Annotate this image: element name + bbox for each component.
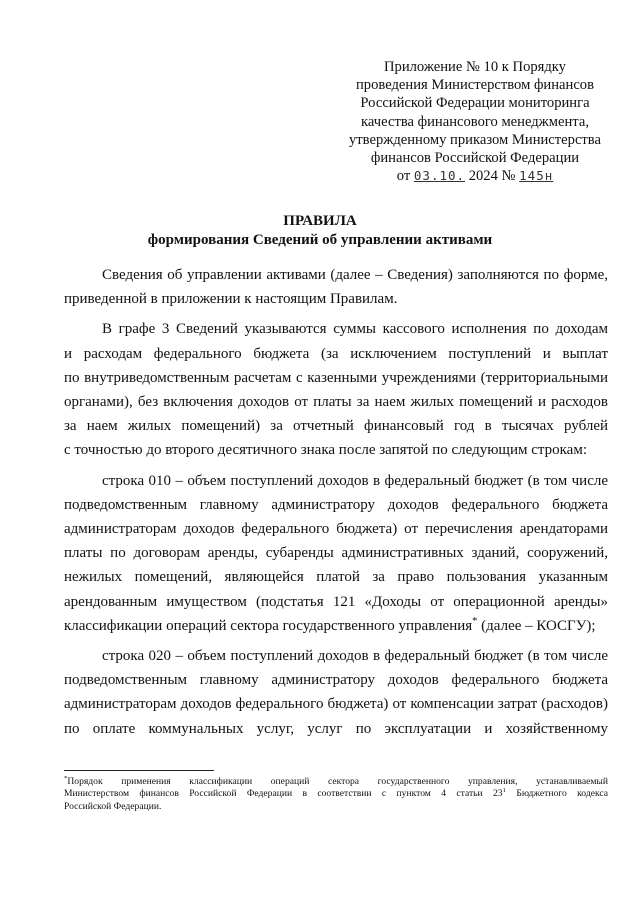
appendix-line: качества финансового менеджмента, xyxy=(361,113,589,130)
appendix-line: финансов Российской Федерации xyxy=(370,150,580,167)
text-line: арендованным имуществом (подстатья 121 «Доходы от операционной аренды» xyxy=(64,593,608,610)
footnote-marker: * xyxy=(64,774,68,782)
footnote-line xyxy=(64,776,608,788)
appendix-line: утвержденному приказом Министерства xyxy=(349,131,601,148)
text-line: по внутриведомственным расчетам с казенными учреждениями (территориальными xyxy=(64,369,608,386)
footnote-divider xyxy=(64,770,214,771)
text-line: нежилых помещений, являющейся платой за право пользования указанным xyxy=(64,569,608,586)
number-sign: № xyxy=(501,168,516,185)
footnote-text: Министерством финансов Российской Федерации в соответствии с пунктом 4 статьи 23 xyxy=(64,788,503,800)
order-date-line xyxy=(325,167,625,185)
text-line: В графе 3 Сведений указываются суммы кассового исполнения по доходам xyxy=(102,321,608,338)
order-year: 2024 xyxy=(468,168,498,185)
text-fragment: классификации операций сектора государственного управления xyxy=(64,617,473,634)
text-line: за наем жилых помещений) за отчетный финансовый год в тысячах рублей xyxy=(64,418,608,435)
appendix-line: Российской Федерации мониторинга xyxy=(360,95,590,112)
text-line: строка 010 – объем поступлений доходов в федеральный бюджет (в том числе xyxy=(102,472,608,489)
footnote-text: Порядок применения классификации операций сектора государственного управления, устанавливаемый xyxy=(67,776,608,787)
text-fragment: (далее – КОСГУ); xyxy=(481,617,596,634)
text-line xyxy=(64,614,608,638)
paragraph-4 xyxy=(64,644,608,741)
text-line: с точностью до второго десятичного знака после запятой по следующим строкам: xyxy=(64,442,588,459)
order-date: 03.10. xyxy=(413,168,466,184)
text-line: и расходам федерального бюджета (за исключением поступлений и выплат xyxy=(64,345,608,362)
text-line: администраторам доходов федерального бюджета) от компенсации затрат (расходов) xyxy=(64,696,608,713)
text-line: подведомственным главному администратору доходов федерального бюджета xyxy=(64,672,608,689)
footnote-line: Российской Федерации. xyxy=(64,800,162,812)
footnote-text: Бюджетного кодекса xyxy=(516,788,609,800)
text-line: строка 020 – объем поступлений доходов в федеральный бюджет (в том числе xyxy=(102,648,608,665)
appendix-line: проведения Министерством финансов xyxy=(356,77,594,94)
title-heading: ПРАВИЛА xyxy=(283,213,357,229)
footnote-marker: * xyxy=(472,615,478,627)
document-body xyxy=(64,263,608,747)
footnote-line xyxy=(64,788,608,800)
paragraph-3 xyxy=(64,469,608,638)
text-line: приведенной в приложении к настоящим Правилам. xyxy=(64,291,398,308)
text-line: Сведения об управлении активами (далее – Сведения) заполняются по форме, xyxy=(102,267,608,283)
footnote-superscript: 1 xyxy=(502,787,506,795)
title-subheading: формирования Сведений об управлении активами xyxy=(147,232,493,248)
text-line: по оплате коммунальных услуг, услуг по эксплуатации и хозяйственному xyxy=(64,720,608,737)
footnote xyxy=(64,776,608,813)
text-line: органами), без включения доходов от платы за наем жилых помещений и расходов xyxy=(64,394,608,411)
text-line: платы по договорам аренды, субаренды административных зданий, сооружений, xyxy=(64,545,608,562)
date-prefix: от xyxy=(396,168,411,185)
paragraph-2 xyxy=(64,317,608,462)
text-line: подведомственным главному администратору доходов федерального бюджета xyxy=(64,496,608,513)
document-title xyxy=(0,212,640,250)
text-line: администраторам доходов федерального бюджета) от перечисления арендаторами xyxy=(64,521,608,538)
appendix-header xyxy=(325,58,625,185)
paragraph-1 xyxy=(64,263,608,311)
appendix-line: Приложение № 10 к Порядку xyxy=(384,59,566,75)
order-number: 145н xyxy=(519,168,554,184)
